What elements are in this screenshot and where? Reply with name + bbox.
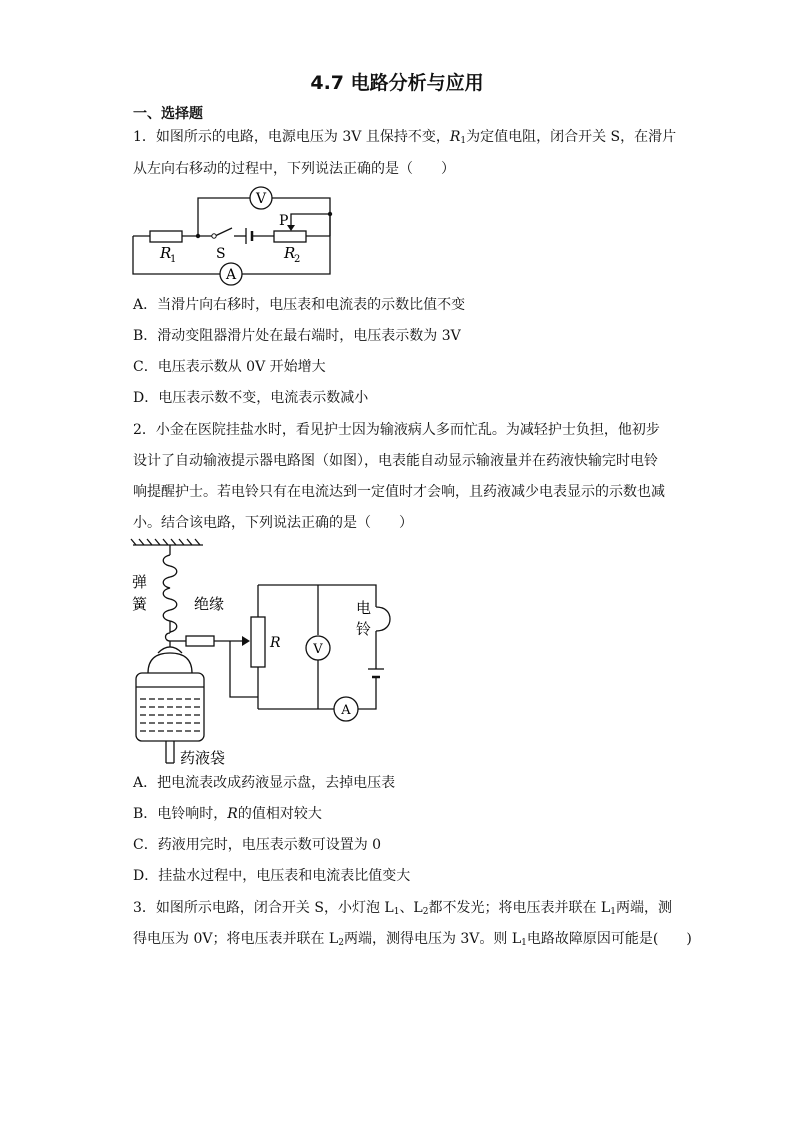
q3-subscript: 2 — [422, 907, 429, 917]
q2-stem-line1: 2．小金在医院挂盐水时，看见护士因为输液病人多而忙乱。为减轻护士负担，他初步 — [133, 422, 660, 438]
r2-subscript: 2 — [294, 254, 301, 265]
q3-text: 、L — [399, 900, 423, 916]
q2-stem-line3: 响提醒护士。若电铃只有在电流达到一定值时才会响，且药液减少电表显示的示数也减 — [133, 484, 665, 500]
bell-label-2: 铃 — [356, 620, 372, 638]
q3-text: 两端，测 — [615, 900, 672, 916]
q1-stem-line2: 从左向右移动的过程中，下列说法正确的是（ ） — [133, 161, 455, 177]
bell-label-1: 电 — [356, 599, 372, 617]
rheostat-label: R — [270, 635, 281, 651]
r1-subscript: 1 — [170, 254, 177, 265]
q1-option-d: D．电压表示数不变，电流表示数减小 — [133, 390, 369, 406]
q1-text: 为定值电阻，闭合开关 S，在滑片 — [466, 129, 677, 145]
voltmeter-label: V — [313, 642, 323, 657]
page-title: 4.7 电路分析与应用 — [310, 72, 484, 94]
q2-stem-line4: 小。结合该电路，下列说法正确的是（ ） — [133, 515, 413, 531]
q3-text: 两端，测得电压为 3V。则 L — [343, 931, 522, 947]
q3-text: 电路故障原因可能是( ) — [526, 931, 692, 947]
q3-stem-line2 — [133, 929, 692, 953]
ammeter-label: A — [341, 703, 351, 718]
q3-text: 都不发光；将电压表并联在 L — [428, 900, 611, 916]
r1-label: R — [160, 244, 172, 262]
q2-option-b-text: 的值相对较大 — [237, 806, 322, 822]
q1-r-symbol: R — [449, 129, 461, 145]
ammeter-label: A — [225, 267, 237, 283]
spring-label-1: 弹 — [132, 573, 148, 591]
q1-option-b: B．滑动变阻器滑片处在最右端时，电压表示数为 3V — [133, 328, 461, 344]
q2-option-b-r: R — [227, 806, 238, 822]
r2-label: R — [284, 244, 296, 262]
q3-text: 3．如图所示电路，闭合开关 S，小灯泡 L — [133, 900, 394, 916]
q1-circuit-diagram — [128, 182, 338, 292]
q2-option-c: C．药液用完时，电压表示数可设置为 0 — [133, 837, 382, 853]
q2-option-a: A．把电流表改成药液显示盘，去掉电压表 — [133, 775, 396, 791]
q1-option-a: A．当滑片向右移时，电压表和电流表的示数比值不变 — [133, 297, 466, 313]
switch-label: S — [216, 246, 226, 262]
bag-label: 药液袋 — [180, 749, 226, 767]
q3-subscript: 1 — [393, 907, 400, 917]
q2-option-b-text: B．电铃响时， — [133, 806, 228, 822]
voltmeter-label: V — [255, 191, 267, 207]
q1-text: 1．如图所示的电路，电源电压为 3V 且保持不变， — [133, 129, 450, 145]
q1-option-c: C．电压表示数从 0V 开始增大 — [133, 359, 326, 375]
q1-r-subscript: 1 — [460, 136, 467, 146]
q3-subscript: 1 — [521, 938, 527, 948]
section-heading: 一、选择题 — [133, 106, 203, 122]
q2-option-d: D．挂盐水过程中，电压表和电流表比值变大 — [133, 868, 411, 884]
q2-infusion-circuit-diagram — [128, 537, 408, 769]
q2-stem-line2: 设计了自动输液提示器电路图（如图），电表能自动显示输液量并在药液快输完时电铃 — [133, 453, 658, 469]
spring-label-2: 簧 — [132, 595, 148, 613]
q1-stem-line1 — [133, 127, 676, 151]
insulation-label: 绝缘 — [194, 595, 225, 613]
slider-label: P — [279, 213, 289, 229]
q3-subscript: 2 — [338, 938, 344, 948]
q3-stem-line1 — [133, 898, 672, 922]
q2-option-b — [133, 804, 322, 824]
q3-text: 得电压为 0V；将电压表并联在 L — [133, 931, 339, 947]
q3-subscript: 1 — [610, 907, 616, 917]
